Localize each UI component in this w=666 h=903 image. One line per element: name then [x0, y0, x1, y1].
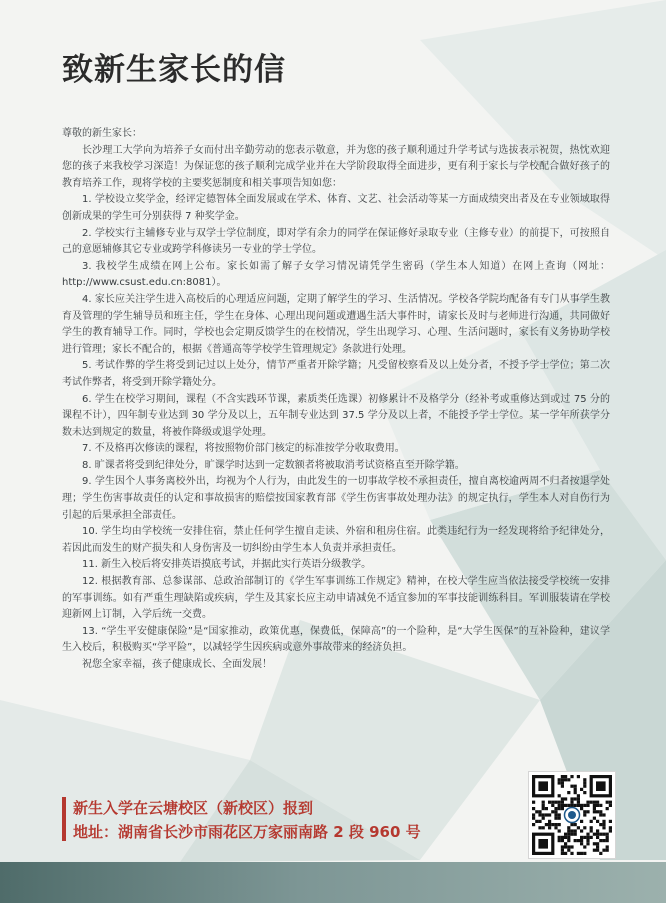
letter-paragraph-9: 9. 学生因个人事务离校外出，均视为个人行为，由此发生的一切事故学校不承担责任，擅自离校逾两周不归者按退学处理；学生伤害事故责任的认定和事故损害的赔偿按国家教育部《学生伤害事故处理办法》的规定执行，学生本人对自伤行为引起的后果承担全部责任。 — [62, 476, 610, 521]
registration-title: 新生入学在云塘校区（新校区）报到 — [73, 799, 314, 817]
letter-paragraph-13: 13. “学生平安健康保险”是“国家推动，政策优惠，保费低，保障高”的一个险种，是“大学生医保”的互补险种，建议学生入校后，积极购买“学平险”，以减轻学生因疾病或意外事故带来的经济负担。 — [62, 625, 610, 654]
registration-accent-bar — [62, 797, 66, 841]
letter-paragraph-7: 7. 不及格再次修读的课程，将按照物价部门核定的标准按学分收取费用。 — [82, 443, 405, 455]
letter-closing: 祝您全家幸福，孩子健康成长、全面发展！ — [82, 659, 272, 670]
letter-paragraph-2: 2. 学校实行主辅修专业与双学士学位制度，即对学有余力的同学在保证修好录取专业（主修专业）的前提下，可按照自己的意愿辅修其它专业或跨学科修读另一专业的学士学位。 — [62, 227, 610, 256]
letter-paragraph-intro: 长沙理工大学向为培养子女而付出辛勤劳动的您表示敬意，并为您的孩子顺利通过升学考试与选拔表示祝贺，热忱欢迎您的孩子来我校学习深造！为保证您的孩子顺利完成学业并在大学阶段取得全面进步，更有利于家长与学校配合做好孩子的教育培养工作，现将学校的主要奖惩制度和相关事项告知如您： — [62, 144, 610, 189]
footer-band — [0, 862, 666, 903]
letter-paragraph-11: 11. 新生入校后将安排英语摸底考试，并据此实行英语分级教学。 — [82, 559, 372, 571]
letter-paragraph-1: 1. 学校设立奖学金，经评定德智体全面发展或在学术、体育、文艺、社会活动等某一方面成绩突出者及在专业领域取得创新成果的学生可分别获得 7 种奖学金。 — [62, 194, 610, 222]
letter-paragraph-12: 12. 根据教育部、总参谋部、总政治部制订的《学生军事训练工作规定》精神，在校大学生应当依法接受学校统一安排的军事训练。如有严重生理缺陷或疾病，学生及其家长应主动申请减免不适宜参加的军事技能训练科目。军训服装请在学校迎新网上订制，入学后统一交费。 — [62, 576, 610, 621]
letter-body — [62, 126, 610, 674]
page-title: 致新生家长的信 — [62, 52, 286, 88]
qr-code-icon[interactable] — [528, 771, 616, 859]
registration-address: 地址：湖南省长沙市雨花区万家丽南路 2 段 960 号 — [73, 823, 421, 841]
letter-paragraph-3: 3. 我校学生成绩在网上公布。家长如需了解子女学习情况请凭学生密码（学生本人知道）在网上查询（网址：http://www.csust.edu.cn:8081）。 — [62, 260, 610, 289]
letter-paragraph-5: 5. 考试作弊的学生将受到记过以上处分，情节严重者开除学籍；凡受留校察看及以上处分者，不授予学士学位；第二次考试作弊者，将受到开除学籍处分。 — [62, 360, 610, 388]
letter-paragraph-8: 8. 旷课者将受到纪律处分，旷课学时达到一定数额者将被取消考试资格直至开除学籍。 — [82, 459, 465, 471]
letter-paragraph-4: 4. 家长应关注学生进入高校后的心理适应问题，定期了解学生的学习、生活情况。学校各学院均配备有专门从事学生教育及管理的学生辅导员和班主任，学生在身体、心理出现问题或遭遇生活大事件时，请家长及时与老师进行沟通，共同做好学生的教育辅导工作。同时，学校也会定期反馈学生的在校情况，学生出现学习、心理、生活问题时，家长有义务协助学校进行管理；家长不配合的，根据《普通高等学校学生管理规定》条款进行处理。 — [62, 293, 610, 355]
letter-paragraph-10: 10. 学生均由学校统一安排住宿，禁止任何学生擅自走读、外宿和租房住宿。此类违纪行为一经发现将给予纪律处分，若因此而发生的财产损失和人身伤害及一切纠纷由学生本人负责并承担责任。 — [62, 526, 610, 554]
letter-paragraph-6: 6. 学生在校学习期间，课程（不含实践环节课，素质类任选课）初修累计不及格学分（经补考或重修达到或过 75 分的课程不计），四年制专业达到 30 学分及以上，五年制专业达到 37.5 学分及以上者，不能授予学士学位。某一学年所获学分数未达到规定的数量，将被作降级或退学处理。 — [62, 393, 610, 438]
letter-salutation: 尊敬的新生家长： — [62, 128, 142, 139]
